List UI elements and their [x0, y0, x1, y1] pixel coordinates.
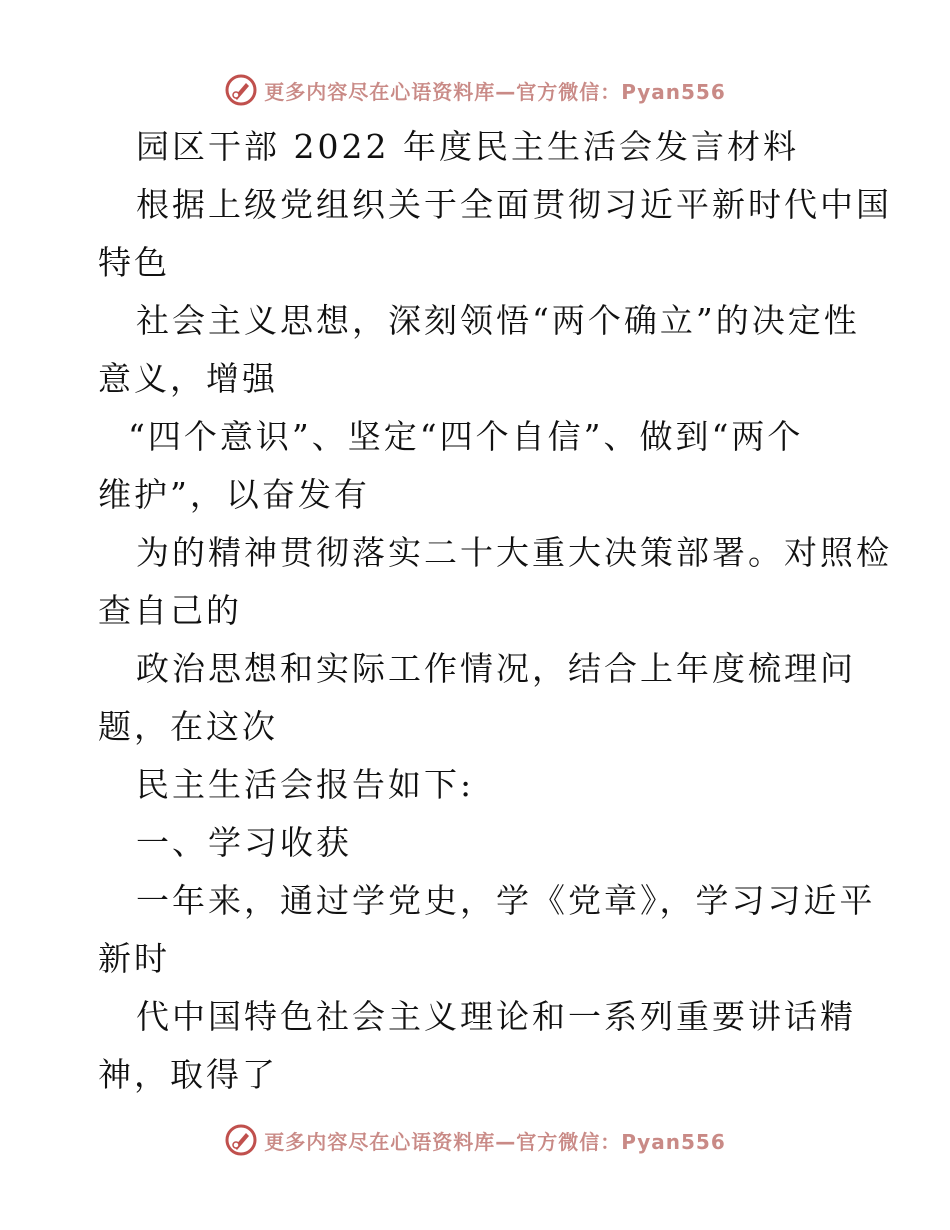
paragraph-line: 根据上级党组织关于全面贯彻习近平新时代中国	[136, 185, 892, 224]
pen-logo-icon	[224, 1123, 258, 1157]
paragraph-line: 一年来，通过学党史，学《党章》，学习习近平	[136, 881, 876, 920]
document-title: 园区干部 2022 年度民主生活会发言材料	[136, 127, 799, 166]
paragraph-line: 特色	[98, 243, 170, 282]
paragraph-line: 神，取得了	[98, 1055, 278, 1094]
paragraph-line: 社会主义思想，深刻领悟“两个确立”的决定性	[136, 301, 860, 340]
paragraph-line: 维护”，以奋发有	[98, 475, 370, 514]
watermark-text: 更多内容尽在心语资料库—官方微信：Pyan556	[264, 79, 726, 104]
paragraph-line: 新时	[98, 939, 170, 978]
paragraph-line: 意义，增强	[98, 359, 278, 398]
header-watermark	[0, 70, 950, 110]
pen-logo-icon	[224, 73, 258, 107]
paragraph-line: 查自己的	[98, 591, 242, 630]
document-body	[98, 118, 892, 1104]
section-heading: 一、学习收获	[136, 823, 352, 862]
paragraph-line: 为的精神贯彻落实二十大重大决策部署。对照检	[136, 533, 892, 572]
paragraph-line: 代中国特色社会主义理论和一系列重要讲话精	[136, 997, 856, 1036]
paragraph-line: 政治思想和实际工作情况，结合上年度梳理问	[136, 649, 856, 688]
paragraph-line: 题，在这次	[98, 707, 278, 746]
paragraph-line: “四个意识”、坚定“四个自信”、做到“两个	[128, 417, 804, 456]
watermark-text: 更多内容尽在心语资料库—官方微信：Pyan556	[264, 1129, 726, 1154]
footer-watermark	[0, 1120, 950, 1160]
paragraph-line: 民主生活会报告如下:	[136, 765, 475, 804]
